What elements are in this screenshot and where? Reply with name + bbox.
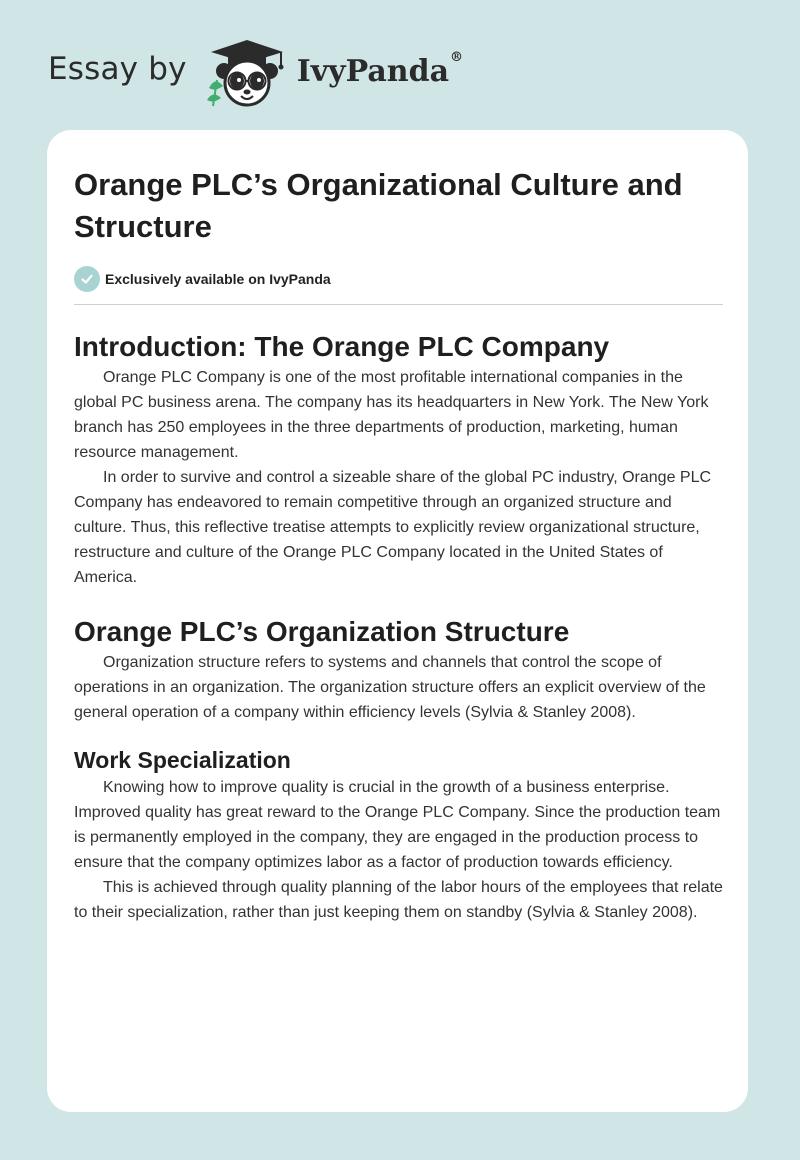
panda-graduate-logo-icon: [201, 36, 293, 108]
exclusive-label: Exclusively available on IvyPanda: [105, 271, 331, 287]
essay-card: [47, 130, 748, 1112]
paragraph: Knowing how to improve quality is crucial in the growth of a business enterprise. Improved quality has great reward to the Orange PLC Company. Since the production team is permanently employed in the company, they are engaged in the production process to ensure that the company optimizes labor as a factor of production towards efficiency.: [74, 779, 721, 871]
essay-title: Orange PLC’s Organizational Culture and Structure: [74, 167, 683, 244]
essay-content: [74, 164, 723, 925]
brand-prefix: Essay by: [48, 51, 187, 87]
section-heading-introduction: Introduction: The Orange PLC Company: [74, 331, 610, 362]
title-divider: [74, 304, 723, 305]
check-circle-icon: [74, 266, 100, 292]
section-heading-work-specialization: Work Specialization: [74, 747, 291, 773]
exclusive-badge: [74, 266, 723, 292]
brand-name: IvyPanda®: [296, 49, 464, 89]
registered-mark: ®: [450, 49, 464, 65]
paragraph: Organization structure refers to systems and channels that control the scope of operations in an organization. The organization structure offers an explicit overview of the general operation of a company within efficiency levels (Sylvia & Stanley 2008).: [74, 654, 706, 721]
paragraph: Orange PLC Company is one of the most profitable international companies in the global PC business arena. The company has its headquarters in New York. The New York branch has 250 employees in the three departments of production, marketing, human resource management.: [74, 369, 709, 461]
brand-header: [48, 36, 463, 108]
section-heading-organization-structure: Orange PLC’s Organization Structure: [74, 616, 570, 647]
paragraph: This is achieved through quality planning of the labor hours of the employees that relate to their specialization, rather than just keeping them on standby (Sylvia & Stanley 2008).: [74, 879, 723, 921]
paragraph: In order to survive and control a sizeable share of the global PC industry, Orange PLC Company has endeavored to remain competitive through an organized structure and culture. Thus, this reflective treatise attempts to explicitly review organizational structure, restructure and culture of the Orange PLC Company located in the United States of America.: [74, 469, 712, 586]
